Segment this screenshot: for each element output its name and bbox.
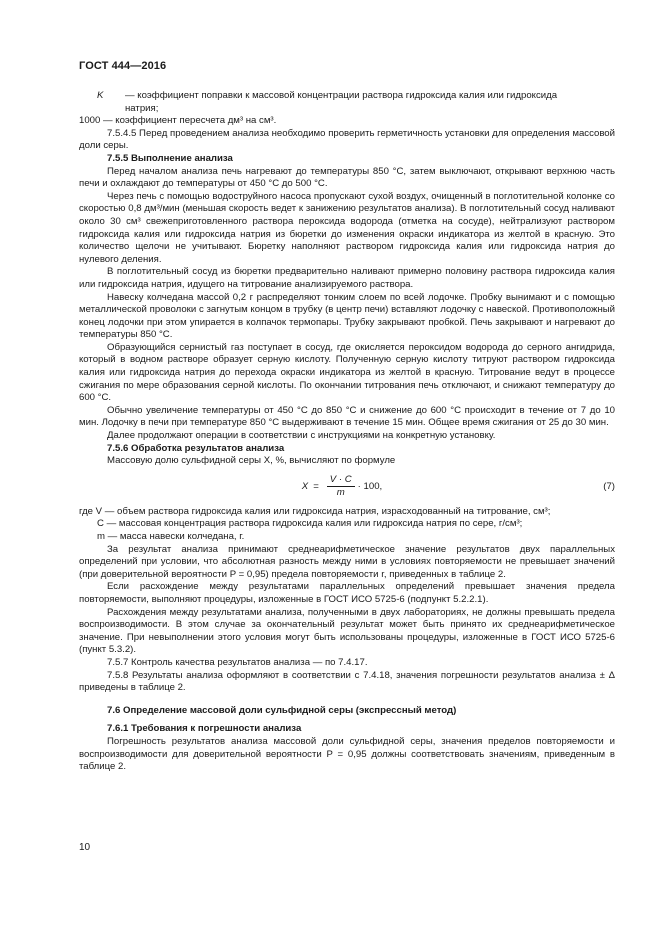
paragraph: Обычно увеличение температуры от 450 °С до 850 °С и снижение до 600 °С происходит в течение от 7 до 10 мин. Лодочку в печи при температуре 850 °С выдерживают в течение 15 мин. Общее время сжигания от 25 до 30 мин.	[79, 404, 615, 429]
definition-k	[79, 90, 615, 103]
where-definition: C — массовая концентрация раствора гидроксида калия или гидроксида натрия по сере, г/см³;	[97, 518, 523, 530]
formula-7	[79, 470, 615, 504]
definition-symbol: K	[97, 90, 104, 101]
paragraph: Навеску колчедана массой 0,2 г распределяют тонким слоем по всей лодочке. Пробку вынимают и с помощью металлической проволоки с загнутым концом в трубку (в центр печи) вставляют лодочку с навеской. Противоположный конец лодочки при этом упирается в колпачок термопары. Трубку закрывают пробкой. Печь закрывают и нагревают до температуры 850 °С.	[79, 291, 615, 341]
page-number: 10	[79, 842, 91, 853]
paragraph-formula-intro: Массовую долю сульфидной серы X, %, вычисляют по формуле	[107, 455, 396, 467]
document-header: ГОСТ 444—2016	[79, 60, 167, 72]
paragraph-757: 7.5.7 Контроль качества результатов анализа — по 7.4.17.	[107, 656, 368, 668]
where-definition: где V — объем раствора гидроксида калия или гидроксида натрия, израсходованный на титрование, см³;	[79, 505, 551, 517]
paragraph: Далее продолжают операции в соответствии с инструкциями на конкретную установку.	[107, 430, 496, 442]
definition-text: — коэффициент поправки к массовой концентрации раствора гидроксида калия или гидроксида	[125, 90, 558, 101]
document-body	[79, 90, 615, 774]
where-definition: m — масса навески колчедана, г.	[97, 531, 245, 542]
heading-755: 7.5.5 Выполнение анализа	[107, 152, 233, 164]
paragraph: За результат анализа принимают среднеарифметическое значение результатов двух параллельных определений при условии, что абсолютная разность между ними в условиях повторяемости не превышает значений (при доверительной вероятности P = 0,95) предела повторяемости r, приведенных в таблице 2.	[79, 543, 615, 580]
formula-lhs: X	[301, 480, 309, 492]
formula-expression	[79, 474, 575, 500]
formula-tail: · 100,	[357, 480, 383, 492]
paragraph: Образующийся сернистый газ поступает в сосуд, где окисляется пероксидом водорода до серного ангидрида, который в водном растворе образует серную кислоту. Полученную серную кислоту титруют раствором гидроксида калия или гидроксида натрия до перехода окраски индикатора из желтой в красную. Титрование ведут в процессе сжигания по мере образования серной кислоты. По окончании титрования печь отключают, и снижают температуру до 600 °С.	[79, 341, 615, 404]
heading-756: 7.5.6 Обработка результатов анализа	[107, 442, 285, 454]
heading-76: 7.6 Определение массовой доли сульфидной серы (экспрессный метод)	[107, 704, 457, 716]
paragraph: Через печь с помощью водоструйного насоса пропускают сухой воздух, очищенный в поглотительной колонке со скоростью 0,8 дм³/мин (меньшая скорость ведет к занижению результатов анализа). В поглотительный сосуд наливают около 30 см³ свежеприготовленного раствора пероксида водорода (отметка на сосуде), нейтрализуют раствором гидроксида калия или гидроксида натрия из бюретки до изменения окраски индикатора из желтой в красную. Это количество щелочи не учитывают. Бюретку наполняют раствором гидроксида калия или гидроксида натрия до нулевого деления.	[79, 190, 615, 265]
formula-denominator: m	[336, 487, 345, 499]
formula-fraction	[327, 474, 355, 500]
formula-equals: =	[313, 480, 319, 492]
paragraph: Расхождения между результатами анализа, полученными в двух лабораториях, не должны превышать предела воспроизводимости. В этом случае за окончательный результат может быть принято их среднеарифметическое значение. При невыполнении этого условия могут быть использованы процедуры, изложенные в ГОСТ ИСО 5725-6 (пункт 5.3.2).	[79, 606, 615, 656]
heading-761: 7.6.1 Требования к погрешности анализа	[107, 723, 302, 735]
formula-number: (7)	[603, 480, 615, 492]
definition-k-continued: натрия;	[125, 102, 159, 114]
paragraph-7545: 7.5.4.5 Перед проведением анализа необходимо проверить герметичность установки для определения массовой доли серы.	[79, 127, 615, 152]
paragraph: В поглотительный сосуд из бюретки предварительно наливают примерно половину раствора гидроксида калия или гидроксида натрия, идущего на титрование анализируемого раствора.	[79, 266, 615, 290]
formula-numerator: V · C	[327, 474, 355, 488]
definition-1000: 1000 — коэффициент пересчета дм³ на см³.	[79, 115, 277, 127]
paragraph-761: Погрешность результатов анализа массовой доли сульфидной серы, значения пределов повторяемости и воспроизводимости для доверительной вероятности P = 0,95 должны соответствовать значениям, приведенным в таблице 2.	[79, 735, 615, 773]
paragraph-758: 7.5.8 Результаты анализа оформляют в соответствии с 7.4.18, значения погрешности результатов анализа ± Δ приведены в таблице 2.	[79, 669, 615, 694]
paragraph: Если расхождение между результатами параллельных определений превышает значения предела повторяемости, выполняют процедуры, изложенные в ГОСТ ИСО 5725-6 (подпункт 5.2.2.1).	[79, 581, 615, 605]
paragraph: Перед началом анализа печь нагревают до температуры 850 °С, затем выключают, открывают верхнюю часть печи и охлаждают до температуры от 450 °С до 500 °С.	[79, 165, 615, 190]
